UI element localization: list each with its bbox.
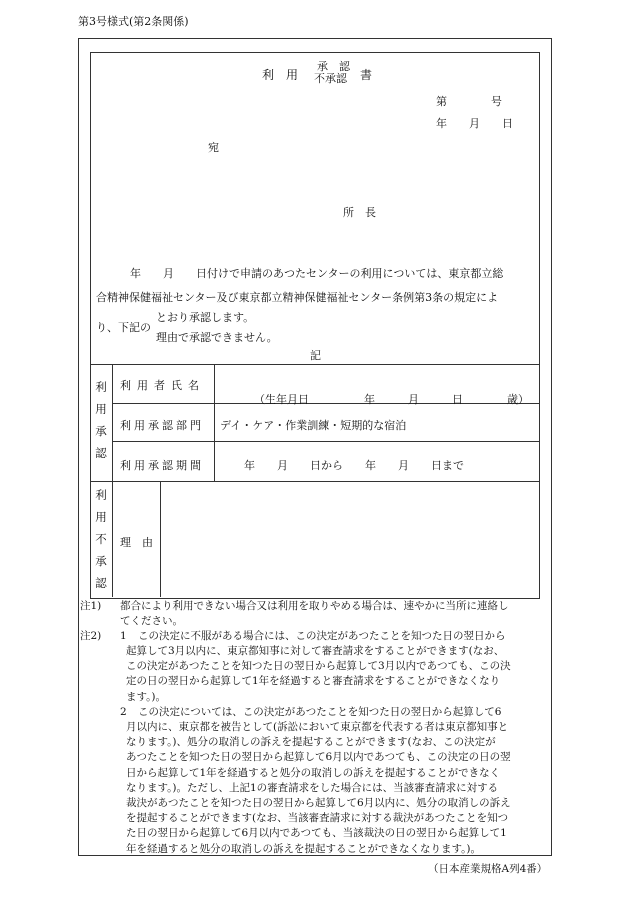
disapproval-side-label: 利 用 不 承 認 [95, 488, 107, 590]
user-name-value: （生年月日 年 月 日 歳） [254, 393, 529, 406]
body-option-disapprove: 理由で承認できません。 [156, 331, 278, 344]
period-value: 年 月 日から 年 月 日まで [244, 459, 464, 472]
department-label: 利用承認部門 [120, 419, 204, 432]
title-left: 利 用 [262, 68, 299, 82]
note1-marker: 注1) [80, 600, 102, 612]
department-value: デイ・ケア・作業訓練・短期的な宿泊 [220, 419, 407, 432]
paper-size-note: （日本産業規格A列4番） [428, 863, 548, 875]
issuer-title: 所 長 [343, 206, 376, 219]
body-option-approve: とおり承認します。 [156, 311, 255, 324]
date-label: 年 月 日 [436, 117, 513, 130]
note2-item2-rest: 月以内に、東京都を被告として(訴訟において東京都を代表する者は東京都知事と なります。)、処分の取消しの訴えを提起することができます(なお、この決定が あつたことを知つた日の翌日から起算して6月以内であつても、この決定の日の翌 日から起算して1年を経過すると処分の取消しの訴えを提起することができなく なります。)。ただし、上記1の審査請求をした場合には、当該審査請求に対する 裁決があつたことを知つた日の翌日から起算して6月以内に、処分の取消しの訴え を提起することができます(なお、当該審査請求に対する裁決があつたことを知つ た日の翌日から起算して6月以内であつても、当該裁決の日の翌日から起算して1 年を経過すると処分の取消しの訴えを提起することができなくなります。)。 [126, 721, 511, 855]
number-label: 第 号 [436, 95, 502, 108]
reason-label-divider [160, 481, 161, 597]
table-side-divider [112, 364, 113, 597]
approval-side-label: 利 用 承 認 [95, 380, 107, 460]
note1-text: 都合により利用できない場合又は利用を取りやめる場合は、速やかに当所に連絡し てください。 [120, 600, 509, 628]
table-row-line-2 [112, 441, 540, 442]
body-line-3-prefix: り、下記の [96, 321, 151, 334]
note2-item1-line-0: この決定に不服がある場合には、この決定があつたことを知つた日の翌日から [138, 630, 506, 642]
note2-item1-rest: 起算して3月以内に、東京都知事に対して審査請求をすることができます(なお、 この決定があつたことを知つた日の翌日から起算して3月以内であつても、この決 定の日の翌日から起算して1年を経過すると審査請求をすることができなくなり ます。)。 [126, 645, 511, 703]
inner-frame [90, 52, 540, 599]
note2-item2-line-0: この決定については、この決定があつたことを知つた日の翌日から起算して6 [138, 706, 502, 718]
note2-marker: 注2) [80, 630, 102, 642]
period-label: 利用承認期間 [120, 459, 204, 472]
user-name-label: 利用者氏名 [120, 379, 205, 392]
body-line-2: 合精神保健福祉センター及び東京都立精神保健福祉センター条例第3条の規定によ [96, 291, 499, 304]
addressee-suffix: 宛 [208, 141, 219, 154]
table-section-line [90, 481, 540, 482]
table-top-line [90, 364, 540, 365]
title-disapprove: 不承認 [314, 72, 347, 85]
reason-label: 理 由 [120, 536, 153, 549]
title-approve: 承 認 [317, 60, 350, 73]
note2-item1-marker: 1 [120, 630, 127, 642]
note2-item2-marker: 2 [120, 706, 127, 718]
body-line-1: 年 月 日付けで申請のあつたセンターの利用については、東京都立総 [130, 267, 504, 280]
ki-mark: 記 [310, 349, 321, 362]
form-number: 第3号様式(第2条関係) [78, 15, 189, 28]
table-label-divider [214, 364, 215, 481]
title-right: 書 [360, 68, 373, 82]
